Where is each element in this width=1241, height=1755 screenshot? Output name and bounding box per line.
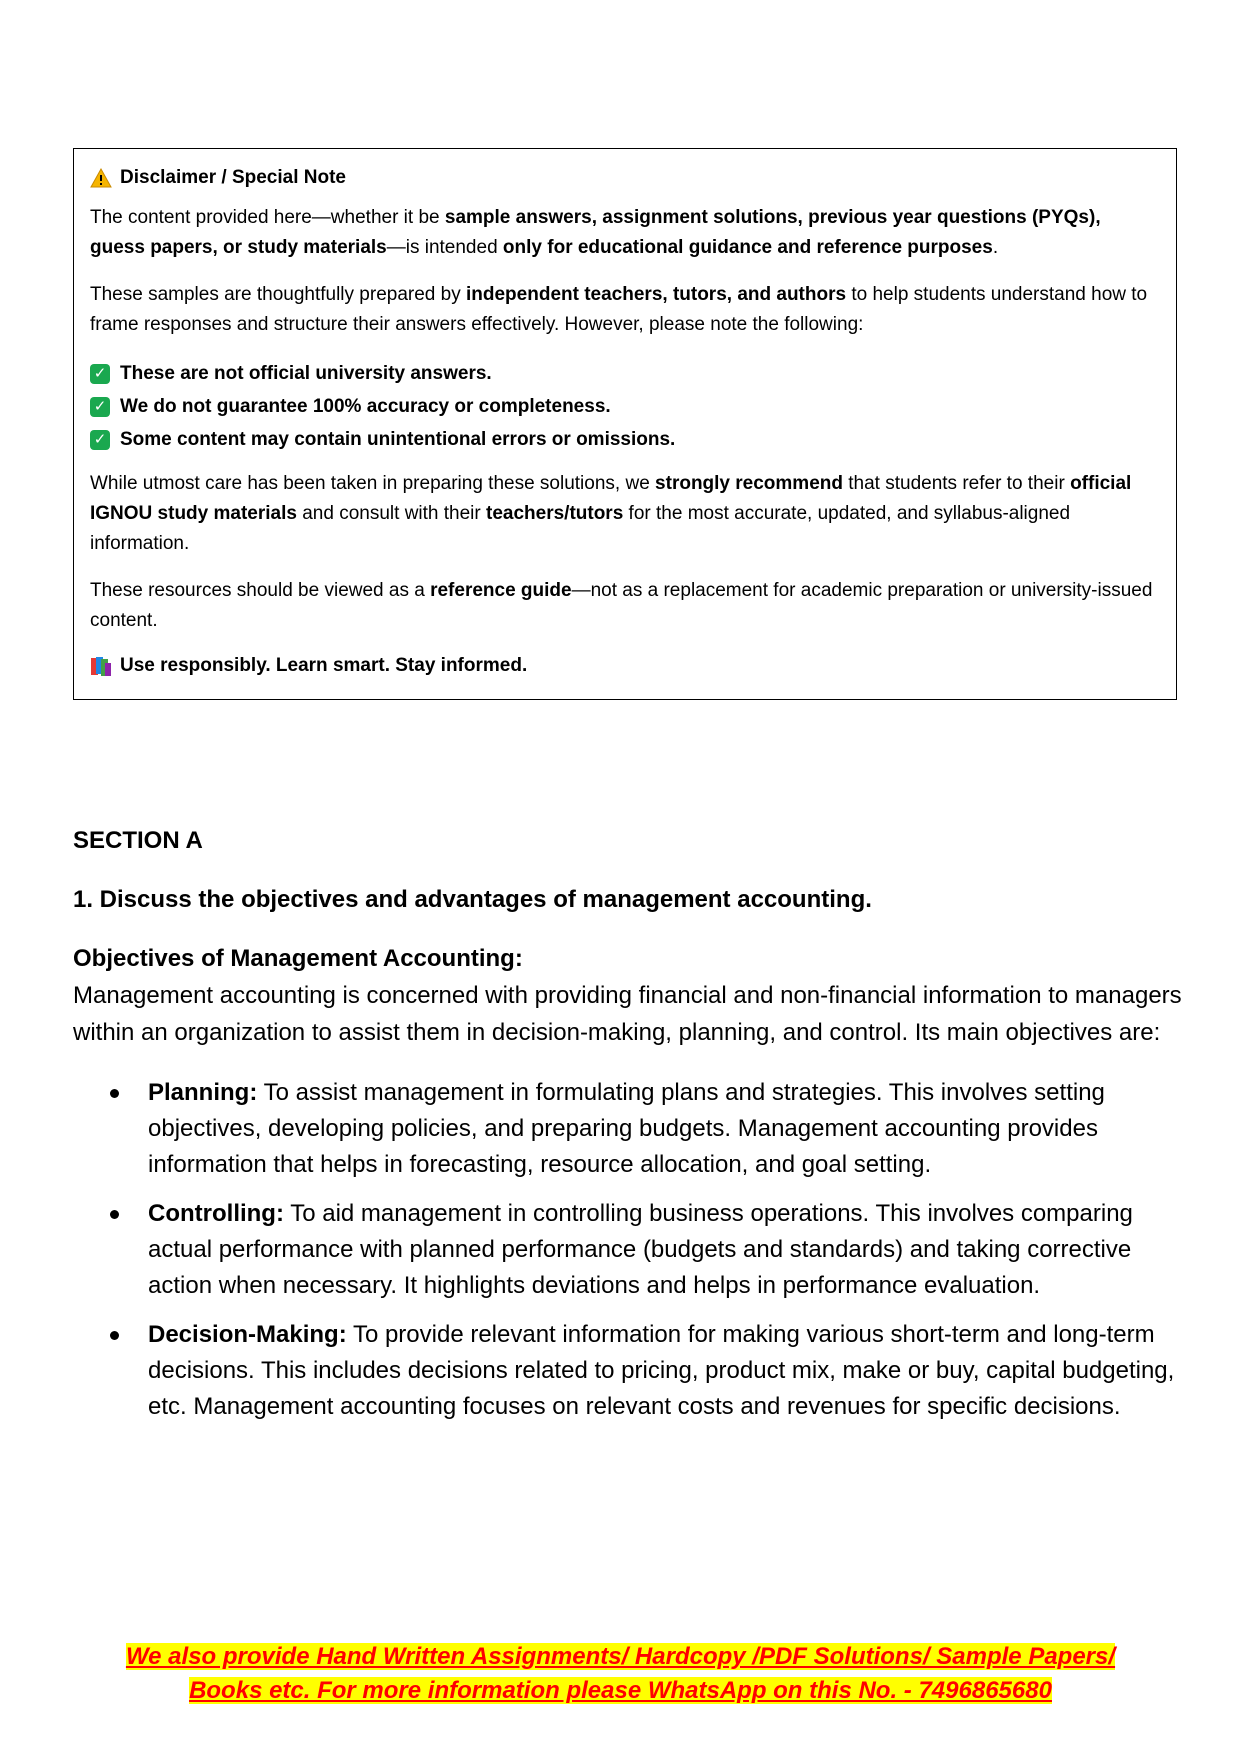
text-run: —not as a replacement for academic preparation or university-issued content. [90, 580, 1153, 631]
disclaimer-checklist [90, 357, 1158, 456]
objectives-list [73, 1075, 1183, 1425]
list-item-heading: Planning: [148, 1079, 258, 1106]
bold-text: official IGNOU study materials [90, 473, 1132, 524]
list-item-heading: Controlling: [148, 1200, 284, 1227]
promo-line-1: We also provide Hand Written Assignments/ Hardcopy /PDF Solutions/ Sample Papers/ [125, 1643, 1116, 1670]
check-item-text: These are not official university answers. [120, 362, 492, 384]
list-item-text: To provide relevant information for making various short-term and long-term decisions. This includes decisions related to pricing, product mix, make or buy, capital budgeting, etc. Management accounting focuses on relevant costs and revenues for specific decisions. [148, 1321, 1175, 1420]
text-run: for the most accurate, updated, and syllabus-aligned information. [90, 503, 1071, 554]
books-icon [90, 655, 112, 677]
text-run: The content provided here—whether it be [90, 207, 445, 228]
bold-text: reference guide [430, 580, 572, 601]
disclaimer-title-text: Disclaimer / Special Note [120, 167, 346, 188]
disclaimer-footer-text: Use responsibly. Learn smart. Stay informed. [120, 655, 528, 676]
disclaimer-box [73, 148, 1177, 700]
main-content [73, 822, 1183, 1438]
text-run: While utmost care has been taken in preparing these solutions, we [90, 473, 656, 494]
list-item [73, 1075, 1183, 1183]
checkmark-icon: ✓ [90, 364, 110, 384]
objectives-intro: Management accounting is concerned with providing financial and non-financial information to managers within an organization to assist them in decision-making, planning, and control. Its main objectives are: [73, 982, 1182, 1046]
disclaimer-paragraph-4 [90, 576, 1158, 636]
check-item-text: Some content may contain unintentional errors or omissions. [120, 428, 676, 450]
section-heading: SECTION A [73, 827, 203, 854]
checkmark-icon: ✓ [90, 397, 110, 417]
bullet-icon [110, 1210, 119, 1219]
check-item [90, 390, 1158, 423]
bold-text: sample answers, assignment solutions, previous year questions (PYQs), guess papers, or study materials [90, 207, 1101, 258]
list-item-text: To aid management in controlling business operations. This involves comparing actual performance with planned performance (budgets and standards) and taking corrective action when necessary. It highlights deviations and helps in performance evaluation. [148, 1200, 1133, 1299]
whatsapp-promo-banner [0, 1640, 1241, 1708]
text-run: to help students understand how to frame responses and structure their answers effectively. However, please note the following: [90, 284, 1148, 335]
list-item-heading: Decision-Making: [148, 1321, 347, 1348]
list-item [73, 1196, 1183, 1304]
checkmark-icon: ✓ [90, 430, 110, 450]
bold-text: teachers/tutors [486, 503, 624, 524]
text-run: —is intended [386, 237, 503, 258]
bold-text: strongly recommend [655, 473, 843, 494]
check-item-text: We do not guarantee 100% accuracy or completeness. [120, 395, 611, 417]
bold-text: independent teachers, tutors, and authors [466, 284, 847, 305]
question-heading: 1. Discuss the objectives and advantages of management accounting. [73, 886, 872, 913]
objectives-heading: Objectives of Management Accounting: [73, 945, 523, 972]
promo-line-2: Books etc. For more information please WhatsApp on this No. - 7496865680 [189, 1677, 1052, 1704]
text-run: . [992, 237, 999, 258]
bullet-icon [110, 1331, 119, 1340]
bold-text: only for educational guidance and reference purposes [502, 237, 993, 258]
list-item-text: To assist management in formulating plans and strategies. This involves setting objectives, developing policies, and preparing budgets. Management accounting provides information that helps in forecasting, resource allocation, and goal setting. [148, 1079, 1105, 1178]
disclaimer-paragraph-3 [90, 469, 1158, 559]
disclaimer-paragraph-1 [90, 203, 1158, 263]
bullet-icon [110, 1089, 119, 1098]
text-run: and consult with their [296, 503, 486, 524]
check-item [90, 357, 1158, 390]
disclaimer-footer [90, 651, 1158, 681]
disclaimer-title [90, 163, 1158, 193]
warning-icon [90, 168, 112, 188]
list-item [73, 1317, 1183, 1425]
text-run: These samples are thoughtfully prepared by [90, 284, 466, 305]
text-run: that students refer to their [842, 473, 1071, 494]
check-item [90, 423, 1158, 456]
disclaimer-paragraph-2 [90, 280, 1158, 340]
text-run: These resources should be viewed as a [90, 580, 431, 601]
